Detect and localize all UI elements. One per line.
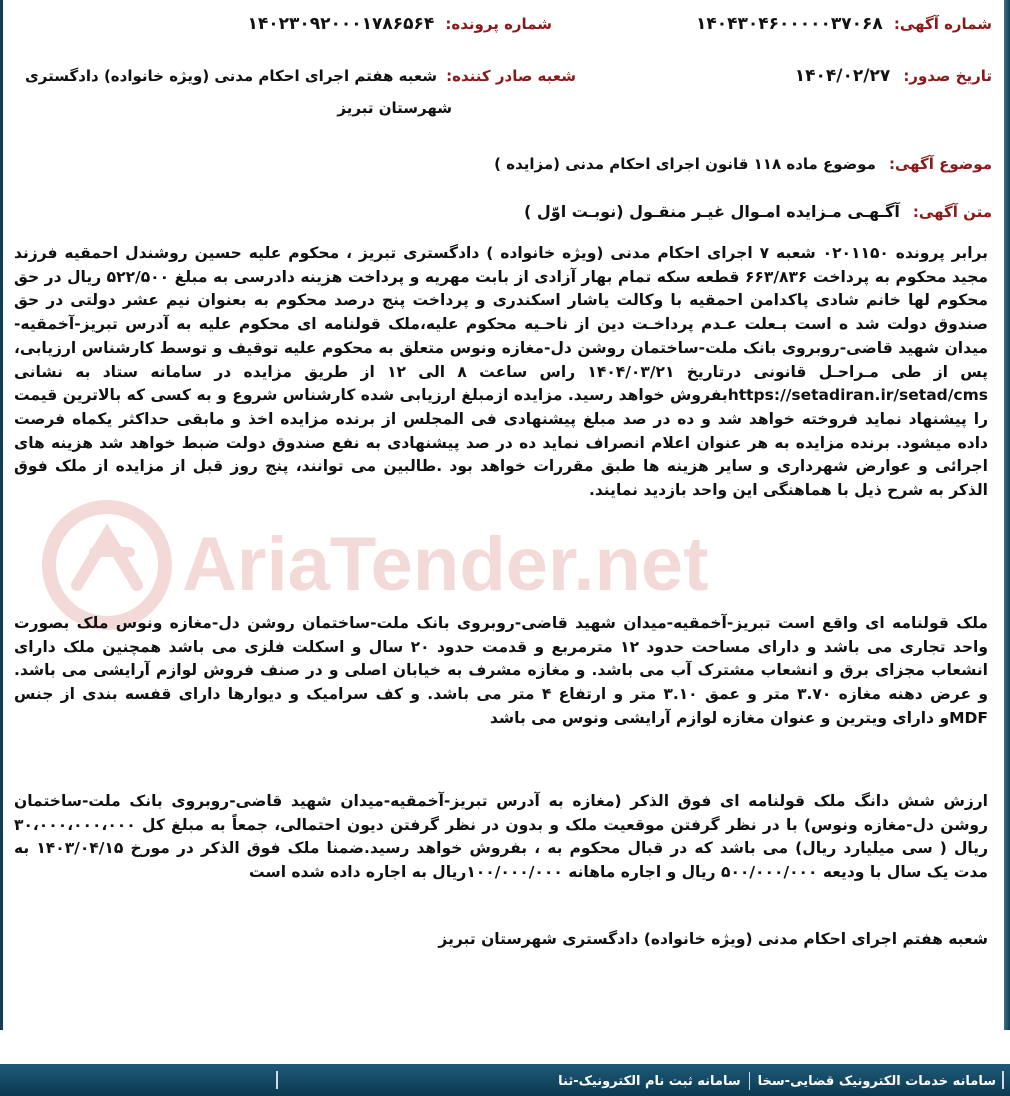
paragraph-valuation [14, 790, 988, 885]
setad-url-link[interactable]: https://setadiran.ir/setad/cms [727, 386, 988, 405]
p2-tail-text: و دارای ویترین و عنوان مغازه لوازم آرایشی ونوس می باشد [489, 708, 950, 727]
issuer-line2: شهرستان تبریز [337, 99, 452, 117]
footer-divider-right [1002, 1071, 1004, 1089]
subject-row [494, 154, 992, 173]
ad-number-value: ۱۴۰۴۳۰۴۶۰۰۰۰۰۳۷۰۶۸ [696, 14, 883, 34]
watermark-text: AriaTender.net [182, 522, 709, 607]
signature-text: شعبه هفتم اجرای احکام مدنی (ویژه خانواده) دادگستری شهرستان تبریز [438, 930, 988, 948]
footer-bar [0, 1064, 1010, 1096]
subject-value: موضوع ماده ۱۱۸ قانون اجرای احکام مدنی (مزایده ) [494, 155, 876, 173]
footer-links [558, 1070, 996, 1092]
footer-link-sakha[interactable]: سامانه خدمات الکترونیک قضایی-سخا [757, 1073, 996, 1089]
paragraph-property-description [14, 612, 988, 731]
left-border [0, 0, 3, 1030]
footer-divider [749, 1072, 750, 1090]
issuer-row [25, 66, 576, 85]
p1-text-before-url: برابر پرونده ۰۲۰۱۱۵۰ شعبه ۷ اجرای احکام مدنی (ویژه خانواده ) دادگستری تبریز ، محکوم علیه حسین روشندل احمقیه فرزند مجید محکوم به پرداخت ۶۶۳/۸۳۶ قطعه سکه تمام بهار آزادی از بابت مهریه و پرداخت هزینه دادرسی به مبلغ ۵۲۲/۵۰۰ ریال در حق محکوم لها خانم شادی پاکدامن احمقیه با وکالت یاشار اسکندری و پرداخت پنج درصد محکوم به بعنوان نیم عشر دولتی در حق صندوق دولت شد ه است بـعلت عـدم پرداخـت دین از ناحـیه محکوم علیه،ملک قولنامه ای محکوم علیه به آدرس تبریز-آخمقیه-میدان شهید قاضی-روبروی بانک ملت-ساختمان روشن دل-مغازه ونوس متعلق به محکوم علیه توقیف و توسط کارشناس ارزیابی، پس از طی مـراحـل قانونی درتاریخ ۱۴۰۴/۰۳/۲۱ راس ساعت ۸ الی ۱۲ از طریق مزایده در سامانه ستاد به نشانی [14, 244, 989, 381]
ad-number-row [696, 14, 992, 34]
footer-divider-left [276, 1071, 278, 1089]
text-title: آگـهـی مـزایده امـوال غیـر منقـول (نوبـت اوّل ) [523, 202, 900, 221]
p3-text: ارزش شش دانگ ملک قولنامه ای فوق الذکر (مغازه به آدرس تبریز-آخمقیه-میدان شهید قاضی-روبروی بانک ملت-ساختمان روشن دل-مغازه ونوس) با در نظر گرفتن موقعیت ملک و بدون در نظر گرفتن دیون احتمالی، جمعاً به مبلغ کل ۳۰،۰۰۰،۰۰۰،۰۰۰ ریال ( سی میلیارد ریال) می باشد که در قبال محکوم به ، بفروش خواهد رسید.ضمنا ملک فوق الذکر در مورخ ۱۴۰۳/۰۴/۱۵ به مدت یک سال با ودیعه ۵۰۰/۰۰۰/۰۰۰ ریال و اجاره ماهانه ۱۰۰/۰۰۰/۰۰۰ریال به اجاره داده شده است [14, 792, 988, 882]
paragraph-auction-terms [14, 242, 988, 503]
issue-date-row [795, 66, 992, 86]
footer-link-sana[interactable]: سامانه ثبت نام الکترونیک-ثنا [558, 1073, 741, 1089]
case-number-label: شماره پرونده: [445, 15, 552, 33]
subject-label: موضوع آگهی: [888, 155, 992, 173]
p2-mdf-text: MDF [949, 708, 988, 727]
right-border [1004, 0, 1010, 1030]
watermark-emblem-icon [49, 507, 165, 623]
top-border [0, 0, 1010, 6]
p1-text-after-url: بفروش خواهد رسید. مزایده ازمبلغ ارزیابی شده کارشناس شروع و به کسی که بالاترین قیمت را پیشنهاد نماید فروخته خواهد شد و ده در صد مبلغ پیشنهادی فی المجلس از برنده مزایده اخذ و مابقی حداکثر یکماه فرصت داده میشود. برنده مزایده به هر عنوان اعلام انصراف نماید ده در صد پیشنهادی به نفع صندوق دولت ضبط خواهد شد هزینه های اجرائی و عوارض شهرداری و سایر هزینه ها طبق مقررات خواهد بود .طالبین می توانند، پنج روز قبل از مزایده از ملک فوق الذکر به شرح ذیل با هماهنگی این واحد بازدید نمایند. [14, 386, 988, 500]
issue-date-label: تاریخ صدور: [903, 67, 992, 85]
issuer-line2-row [337, 98, 452, 117]
text-label: متن آگهی: [912, 203, 992, 221]
issuer-line1: شعبه هفتم اجرای احکام مدنی (ویژه خانواده) دادگستری [25, 67, 438, 85]
text-title-row [524, 202, 992, 221]
issuer-label: شعبه صادر کننده: [446, 67, 576, 85]
p2-main-text: ملک قولنامه ای واقع است تبریز-آخمقیه-میدان شهید قاضی-روبروی بانک ملت-ساختمان روشن دل-مغازه ونوس ملک بصورت واحد تجاری می باشد و دارای مساحت حدود ۱۲ مترمربع و قدمت حدود ۲۰ سال و اسکلت فلزی می باشد همچنین ملک دارای انشعاب مجزای برق و انشعاب مشترک آب می باشد. و مغازه مشرف به خیابان اصلی و در صنف فروش لوازم آرایشی می باشد. و عرض دهنه مغازه ۳.۷۰ متر و عمق ۳.۱۰ متر و ارتفاع ۴ متر می باشد. و کف سرامیک و دیوارها دارای قفسه بندی از جنس [14, 614, 989, 704]
issue-date-value: ۱۴۰۴/۰۲/۲۷ [794, 66, 891, 86]
case-number-row [248, 14, 552, 34]
signature [14, 928, 988, 952]
case-number-value: ۱۴۰۲۳۰۹۲۰۰۰۱۷۸۶۵۶۴ [247, 14, 435, 34]
ad-number-label: شماره آگهی: [893, 15, 992, 33]
